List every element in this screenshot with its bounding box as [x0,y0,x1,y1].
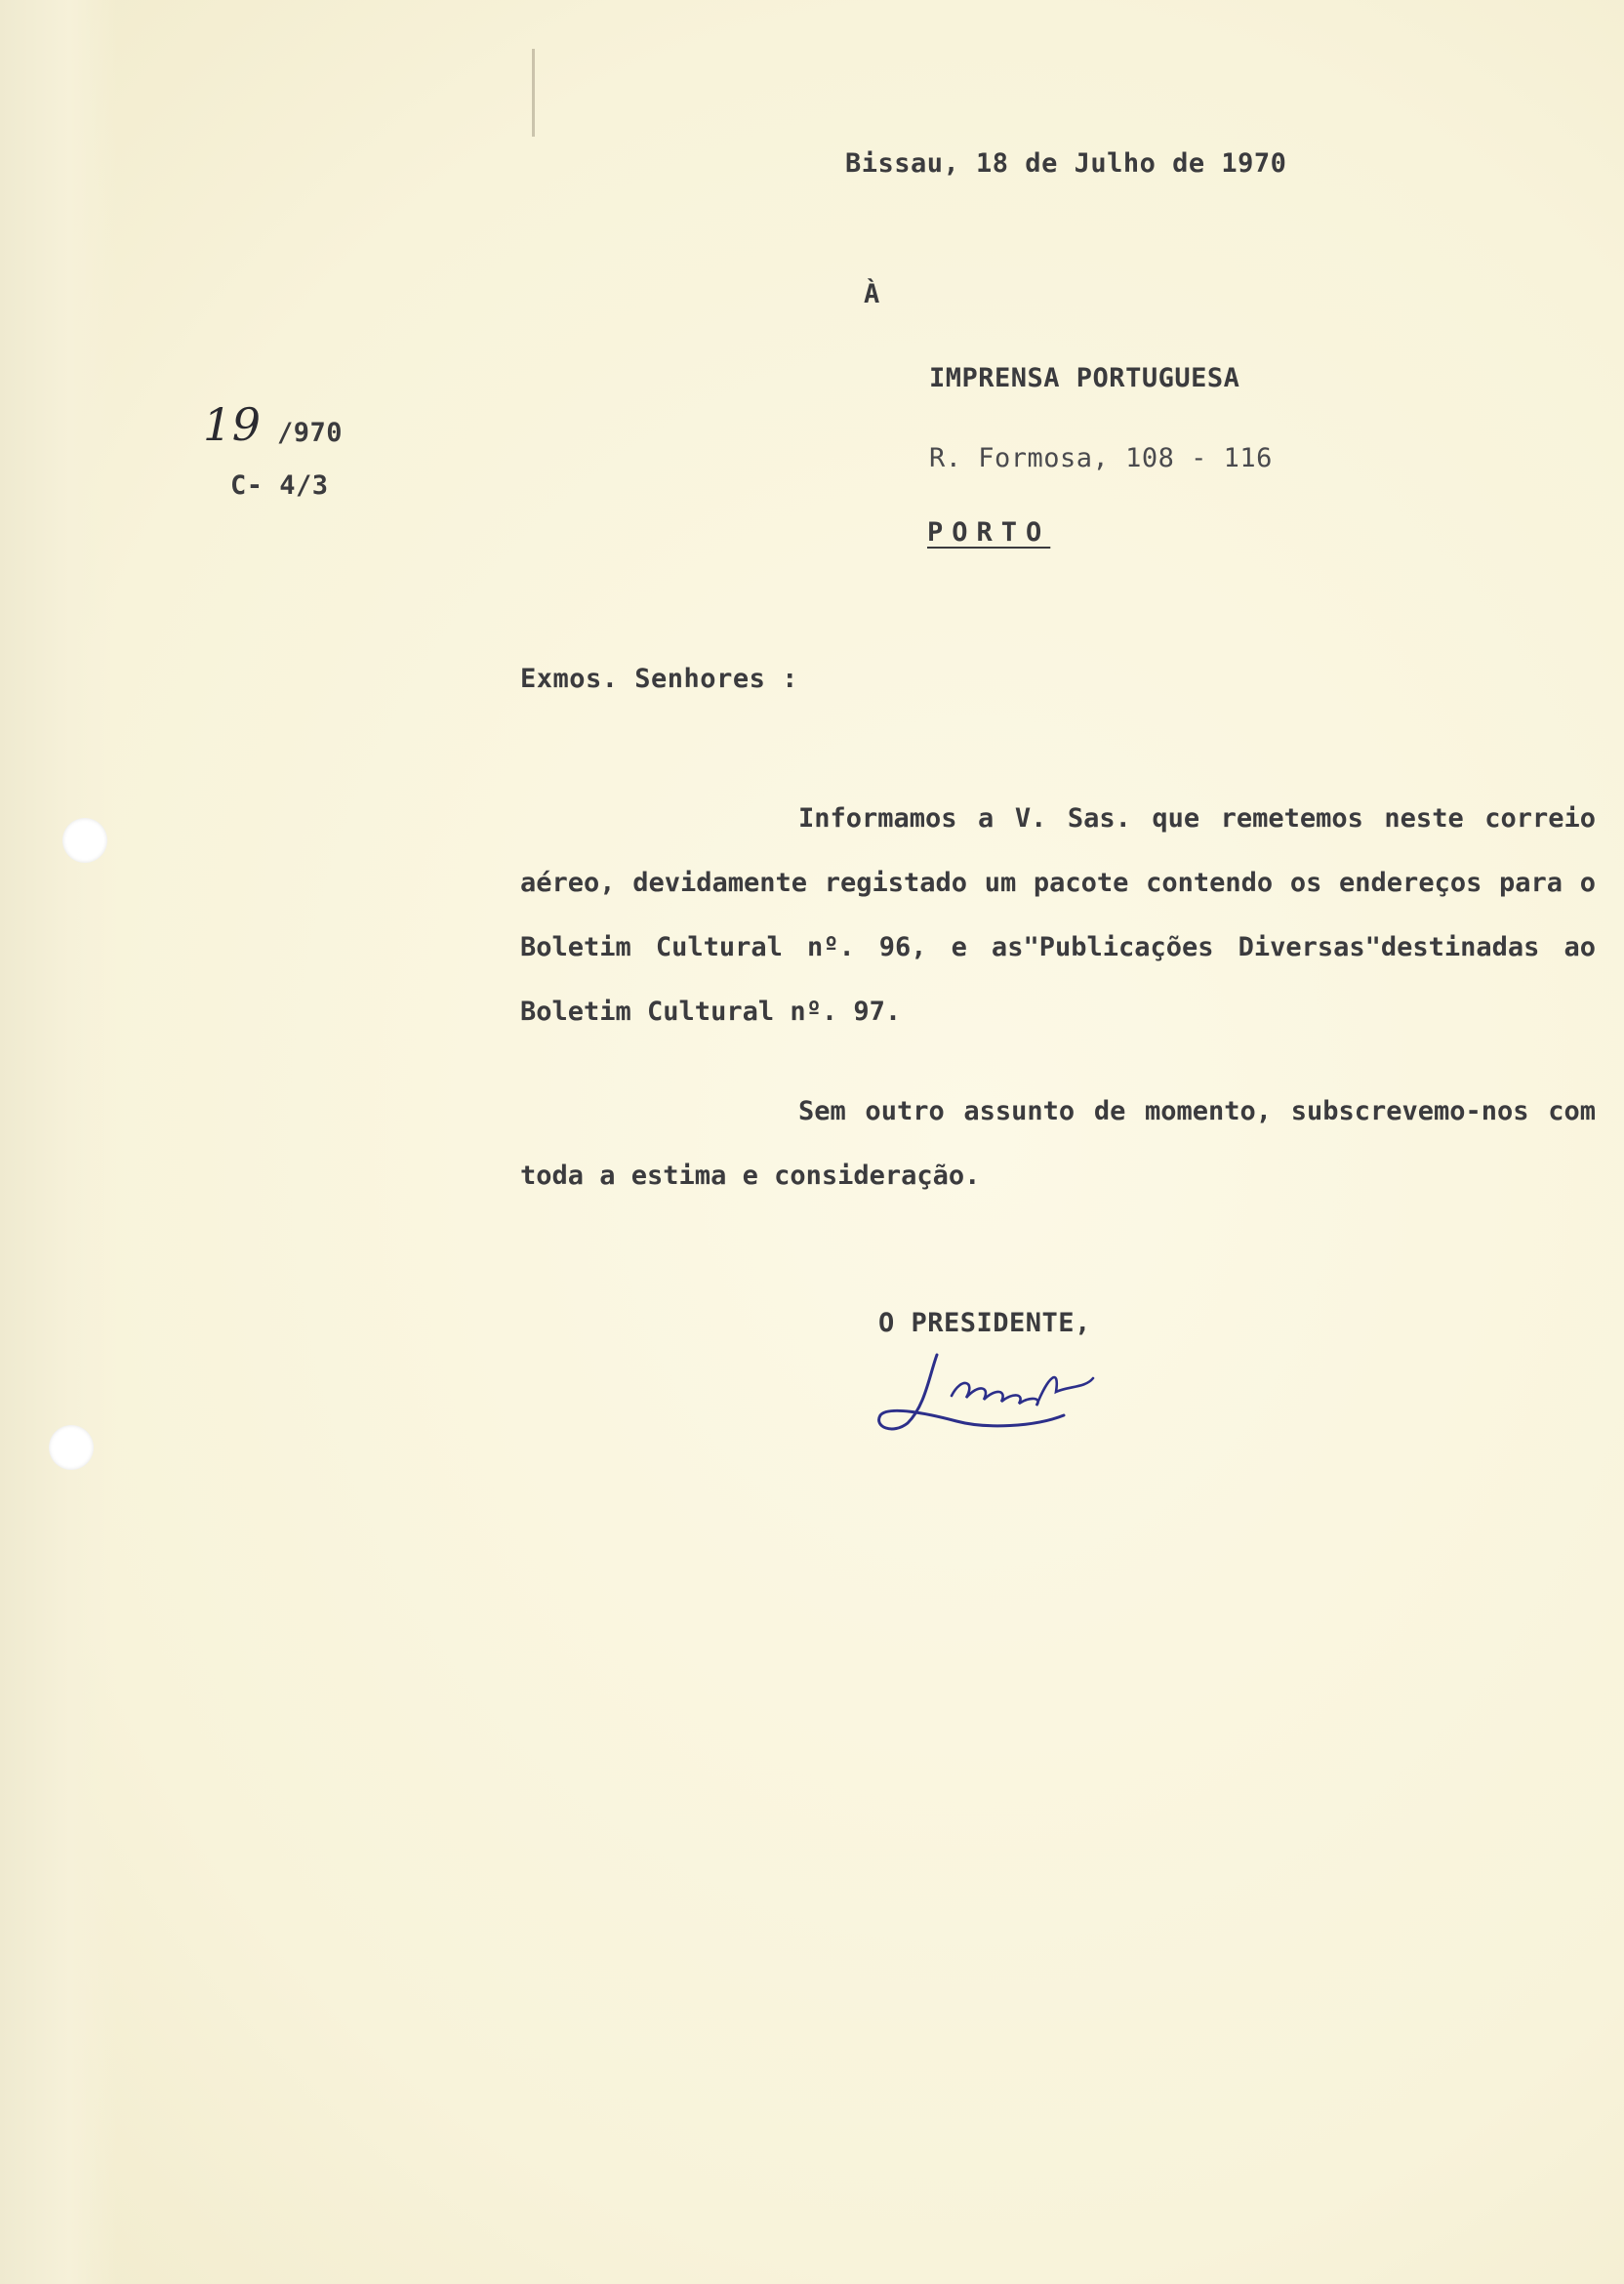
paragraph-1-text: Informamos a V. Sas. que remetemos neste correio aéreo, devidamente registado um pacote contendo os endereços para o Boletim Cultural nº. 96, e as"Publicações Diversas"destinadas ao Boletim Cultural nº. 97. [520,803,1596,1027]
paper-crease-mark [532,49,535,137]
punch-hole-bottom [49,1425,94,1470]
file-code: C- 4/3 [230,470,329,501]
date-line: Bissau, 18 de Julho de 1970 [845,148,1287,179]
recipient-street: R. Formosa, 108 - 116 [929,443,1273,473]
reference-year: /970 [277,418,344,448]
body-paragraph-1 [520,787,1596,1044]
paragraph-2-text: Sem outro assunto de momento, subscrevemo-nos com toda a estima e consideração. [520,1096,1596,1191]
salutation: Exmos. Senhores : [520,664,798,694]
reference-number: 19 [203,398,262,451]
closing-title: O PRESIDENTE, [878,1308,1091,1338]
recipient-city: PORTO [927,517,1051,548]
body-paragraph-2 [520,1080,1596,1208]
punch-hole-top [62,818,107,863]
recipient-name: IMPRENSA PORTUGUESA [929,363,1240,393]
a-mark: À [864,279,880,309]
paper-fold-shadow [0,0,117,2284]
signature [869,1337,1161,1445]
